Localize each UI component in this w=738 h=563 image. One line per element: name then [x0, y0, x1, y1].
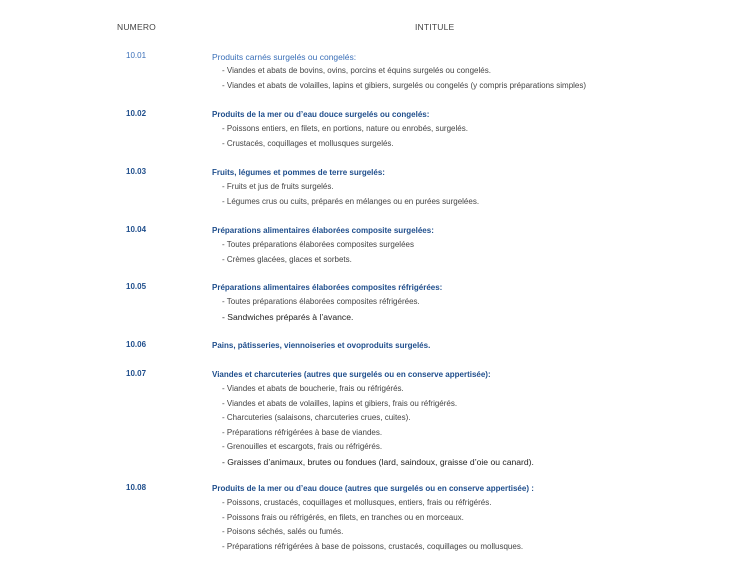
category-item: - Poisons séchés, salés ou fumés. — [222, 525, 738, 540]
category-row — [0, 50, 738, 93]
category-body — [212, 166, 738, 209]
category-item: - Légumes crus ou cuits, préparés en mélanges ou en purées surgelées. — [222, 195, 738, 210]
category-title: Produits de la mer ou d’eau douce surgelés ou congelés: — [212, 110, 430, 119]
category-item: - Graisses d’animaux, brutes ou fondues (lard, saindoux, graisse d’oie ou canard). — [222, 455, 738, 470]
category-body — [212, 224, 738, 267]
category-row — [0, 281, 738, 324]
category-title: Pains, pâtisseries, viennoiseries et ovoproduits surgelés. — [212, 341, 431, 350]
category-item: - Viandes et abats de volailles, lapins et gibiers, surgelés ou congelés (y compris préparations simples) — [222, 79, 738, 94]
category-code: 10.07 — [126, 369, 147, 378]
category-code: 10.01 — [126, 51, 147, 60]
category-row — [0, 339, 738, 353]
category-code: 10.05 — [126, 282, 147, 291]
category-item: - Crèmes glacées, glaces et sorbets. — [222, 253, 738, 268]
category-item: - Toutes préparations élaborées composites surgelées — [222, 238, 738, 253]
category-item: - Poissons, crustacés, coquillages et mollusques, entiers, frais ou réfrigérés. — [222, 496, 738, 511]
category-item: - Viandes et abats de bovins, ovins, porcins et équins surgelés ou congelés. — [222, 64, 738, 79]
category-row — [0, 108, 738, 151]
category-code: 10.04 — [126, 225, 147, 234]
category-body — [212, 482, 738, 554]
category-item: - Préparations réfrigérées à base de poissons, crustacés, coquillages ou mollusques. — [222, 540, 738, 555]
category-row — [0, 224, 738, 267]
category-title: Préparations alimentaires élaborées composites réfrigérées: — [212, 283, 443, 292]
column-header-intitule: INTITULE — [415, 22, 455, 32]
category-body — [212, 339, 738, 353]
category-item: - Préparations réfrigérées à base de viandes. — [222, 426, 738, 441]
category-item: - Viandes et abats de volailles, lapins et gibiers, frais ou réfrigérés. — [222, 397, 738, 412]
category-item-list — [212, 496, 738, 554]
category-body — [212, 50, 738, 93]
category-item: - Poissons frais ou réfrigérés, en filets, en tranches ou en morceaux. — [222, 511, 738, 526]
category-code: 10.03 — [126, 167, 147, 176]
category-item: - Sandwiches préparés à l’avance. — [222, 310, 738, 325]
category-row — [0, 368, 738, 470]
category-item: - Fruits et jus de fruits surgelés. — [222, 180, 738, 195]
category-item: - Viandes et abats de boucherie, frais ou réfrigérés. — [222, 382, 738, 397]
category-row — [0, 482, 738, 554]
category-title: Produits de la mer ou d’eau douce (autres que surgelés ou en conserve appertisée) : — [212, 484, 534, 493]
category-title: Produits carnés surgelés ou congelés: — [212, 52, 357, 62]
column-header-numero: NUMERO — [117, 22, 156, 32]
category-item-list — [212, 122, 738, 151]
category-item: - Poissons entiers, en filets, en portions, nature ou enrobés, surgelés. — [222, 122, 738, 137]
category-item: - Grenouilles et escargots, frais ou réfrigérés. — [222, 440, 738, 455]
category-title: Préparations alimentaires élaborées composite surgelées: — [212, 226, 434, 235]
category-code: 10.06 — [126, 340, 147, 349]
category-row — [0, 166, 738, 209]
category-body — [212, 368, 738, 470]
category-item-list — [212, 180, 738, 209]
category-title: Viandes et charcuteries (autres que surgelés ou en conserve appertisée): — [212, 370, 491, 379]
category-item: - Charcuteries (salaisons, charcuteries crues, cuites). — [222, 411, 738, 426]
category-body — [212, 108, 738, 151]
category-body — [212, 281, 738, 324]
category-item: - Toutes préparations élaborées composites réfrigérées. — [222, 295, 738, 310]
category-item-list — [212, 382, 738, 470]
category-item-list — [212, 238, 738, 267]
category-title: Fruits, légumes et pommes de terre surgelés: — [212, 168, 385, 177]
category-code: 10.02 — [126, 109, 147, 118]
category-item-list — [212, 64, 738, 93]
category-code: 10.08 — [126, 483, 147, 492]
category-item: - Crustacés, coquillages et mollusques surgelés. — [222, 137, 738, 152]
category-item-list — [212, 295, 738, 324]
